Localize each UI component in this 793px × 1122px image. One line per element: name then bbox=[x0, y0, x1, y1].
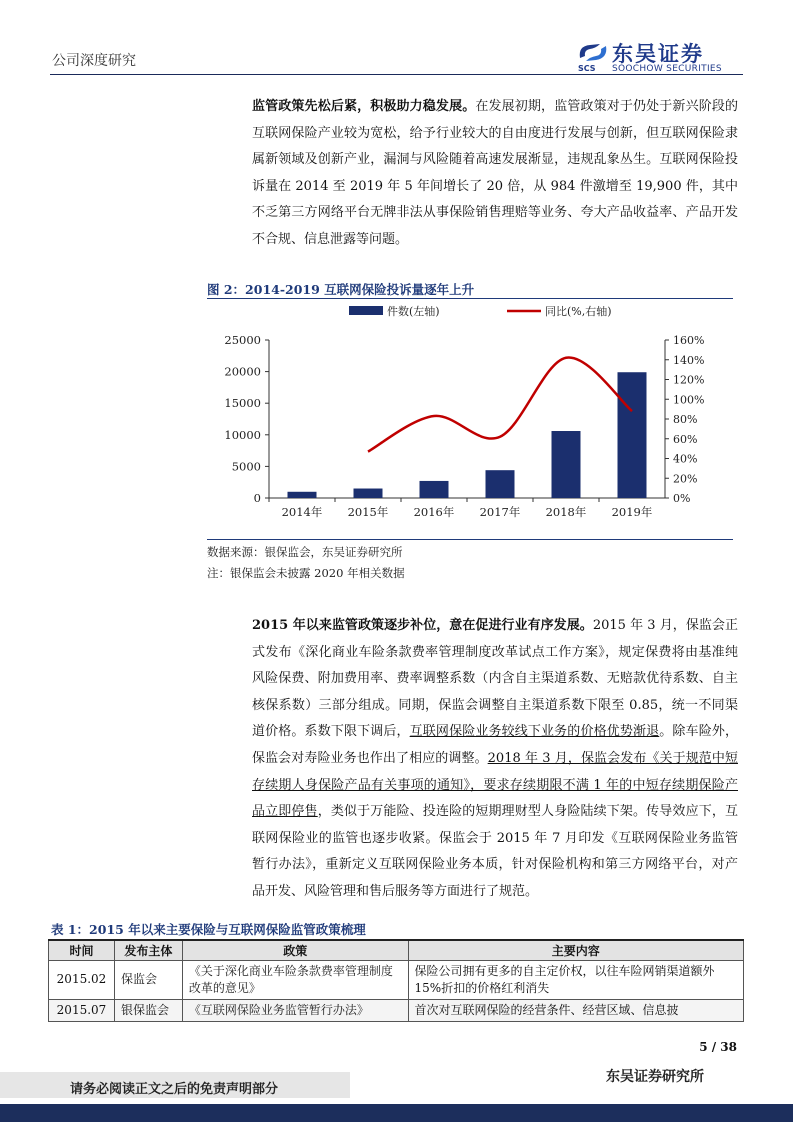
header-divider bbox=[50, 74, 743, 75]
y-left-tick-label: 10000 bbox=[224, 427, 261, 442]
y-right-tick-label: 40% bbox=[673, 452, 698, 466]
table-title: 表 1：2015 年以来主要保险与互联网保险监管政策梳理 bbox=[51, 922, 366, 937]
y-left-tick-label: 15000 bbox=[224, 396, 261, 411]
logo-mark-icon bbox=[576, 40, 610, 66]
table-header-row bbox=[49, 940, 744, 960]
paragraph-regulation-loose-tight bbox=[252, 94, 738, 254]
figure-bottom-rule bbox=[207, 539, 733, 540]
bar bbox=[552, 431, 581, 498]
cell-content: 首次对互联网保险的经营条件、经营区域、信息披 bbox=[408, 999, 743, 1021]
logo-english: SOOCHOW SECURITIES bbox=[612, 64, 722, 74]
y-right-tick-label: 160% bbox=[673, 334, 705, 347]
y-left-tick-label: 0 bbox=[253, 491, 261, 505]
table-row bbox=[49, 999, 744, 1021]
cell-issuer: 银保监会 bbox=[114, 999, 182, 1021]
column-header: 主要内容 bbox=[408, 940, 743, 960]
y-left-tick-label: 5000 bbox=[231, 459, 261, 474]
y-right-tick-label: 120% bbox=[673, 373, 705, 387]
figure-source: 数据来源：银保监会，东吴证券研究所 bbox=[207, 545, 403, 559]
bar bbox=[486, 470, 515, 498]
paragraph-text: 2015 年 3 月，保监会正式发布《深化商业车险条款费率管理制度改革试点工作方案》，规定保费将由基准纯风险保费、附加费用率、费率调整系数（内含自主渠道系数、无赔款优待系数、自主核保系数）三部分组成。同期，保监会调整自主渠道系数下限至 0.85，统一不同渠道价格。系数下限下调后， bbox=[252, 618, 738, 740]
column-header: 政策 bbox=[182, 940, 408, 960]
y-left-tick-label: 25000 bbox=[224, 333, 261, 347]
column-header: 发布主体 bbox=[114, 940, 182, 960]
figure-top-rule bbox=[207, 298, 733, 299]
y-right-tick-label: 60% bbox=[673, 432, 698, 446]
x-tick-label: 2019年 bbox=[611, 505, 653, 519]
y-right-tick-label: 140% bbox=[673, 353, 705, 367]
cell-policy: 《关于深化商业车险条款费率管理制度改革的意见》 bbox=[182, 960, 408, 999]
footer-bar bbox=[0, 1104, 793, 1122]
underlined-text: 2018 年 3 月，保监会发布《关于规范中短存续期人身保险产品有关事项的通知》，要求存续期限不满 1 年的中短存续期保险产品立即停售 bbox=[252, 750, 738, 820]
policy-table bbox=[48, 939, 744, 1022]
bar bbox=[618, 372, 647, 498]
y-right-tick-label: 20% bbox=[673, 472, 698, 486]
paragraph-regulation-since-2015 bbox=[252, 613, 738, 906]
cell-date: 2015.07 bbox=[49, 999, 115, 1021]
x-tick-label: 2015年 bbox=[347, 505, 389, 519]
footer-institute: 东吴证券研究所 bbox=[606, 1069, 704, 1085]
cell-policy: 《互联网保险业务监管暂行办法》 bbox=[182, 999, 408, 1021]
bar bbox=[354, 489, 383, 498]
figure-title: 图 2：2014-2019 互联网保险投诉量逐年上升 bbox=[207, 282, 475, 297]
paragraph-body: 在发展初期，监管政策对于仍处于新兴阶段的互联网保险产业较为宽松，给予行业较大的自由度进行发展与创新，但互联网保险隶属新领域及创新产业，漏洞与风险随着高速发展渐显，违规乱象丛生。互联网保险投诉量在 2014 至 2019 年 5 年间增长了 20 倍，从 984 件激增至 19,900 件，其中不乏第三方网络平台无牌非法从事保险销售理赔等业务、夸大产品收益率、产品开发不合规、信息泄露等问题。 bbox=[252, 99, 738, 247]
figure-note: 注：银保监会未披露 2020 年相关数据 bbox=[207, 566, 405, 580]
paragraph-lead: 2015 年以来监管政策逐步补位，意在促进行业有序发展。 bbox=[252, 618, 593, 633]
y-right-tick-label: 100% bbox=[673, 393, 705, 407]
paragraph-text: 。除车险外，保监会对寿险业务也作出了相应的调整。 bbox=[252, 724, 738, 766]
report-category: 公司深度研究 bbox=[52, 53, 136, 69]
cell-date: 2015.02 bbox=[49, 960, 115, 999]
y-right-tick-label: 0% bbox=[673, 492, 691, 505]
table-row bbox=[49, 960, 744, 999]
paragraph-lead: 监管政策先松后紧，积极助力稳发展。 bbox=[252, 99, 476, 114]
cell-issuer: 保监会 bbox=[114, 960, 182, 999]
yoy-line bbox=[368, 358, 632, 452]
bar bbox=[288, 492, 317, 498]
column-header: 时间 bbox=[49, 940, 115, 960]
x-tick-label: 2018年 bbox=[545, 505, 587, 519]
bar bbox=[420, 481, 449, 498]
x-tick-label: 2016年 bbox=[413, 505, 455, 519]
y-right-tick-label: 80% bbox=[673, 413, 698, 426]
legend-bar-label: 件数(左轴) bbox=[387, 305, 440, 318]
y-left-tick-label: 20000 bbox=[224, 364, 261, 379]
paragraph-text: ，类似于万能险、投连险的短期理财型人身险陆续下架。传导效应下，互联网保险业的监管也逐步收紧。保监会于 2015 年 7 月印发《互联网保险业务监管暂行办法》，重新定义互联网保险业务本质，针对保险机构和第三方网络平台，对产品开发、风险管理和售后服务等方面进行了规范。 bbox=[252, 804, 738, 899]
x-tick-label: 2017年 bbox=[479, 505, 521, 519]
legend-line-label: 同比(%,右轴) bbox=[545, 305, 612, 318]
disclaimer-text: 请务必阅读正文之后的免责声明部分 bbox=[70, 1082, 279, 1097]
underlined-text: 互联网保险业务较线下业务的价格优势渐退 bbox=[409, 724, 660, 740]
logo-mark-text: SCS bbox=[578, 64, 596, 73]
cell-content: 保险公司拥有更多的自主定价权，以往车险网销渠道额外 15%折扣的价格红利消失 bbox=[408, 960, 743, 999]
complaints-chart bbox=[207, 300, 733, 536]
legend-bar-swatch bbox=[349, 306, 383, 315]
logo-chinese: 东吴证券 bbox=[612, 42, 704, 66]
page-number: 5 / 38 bbox=[699, 1040, 737, 1054]
x-tick-label: 2014年 bbox=[281, 505, 323, 519]
